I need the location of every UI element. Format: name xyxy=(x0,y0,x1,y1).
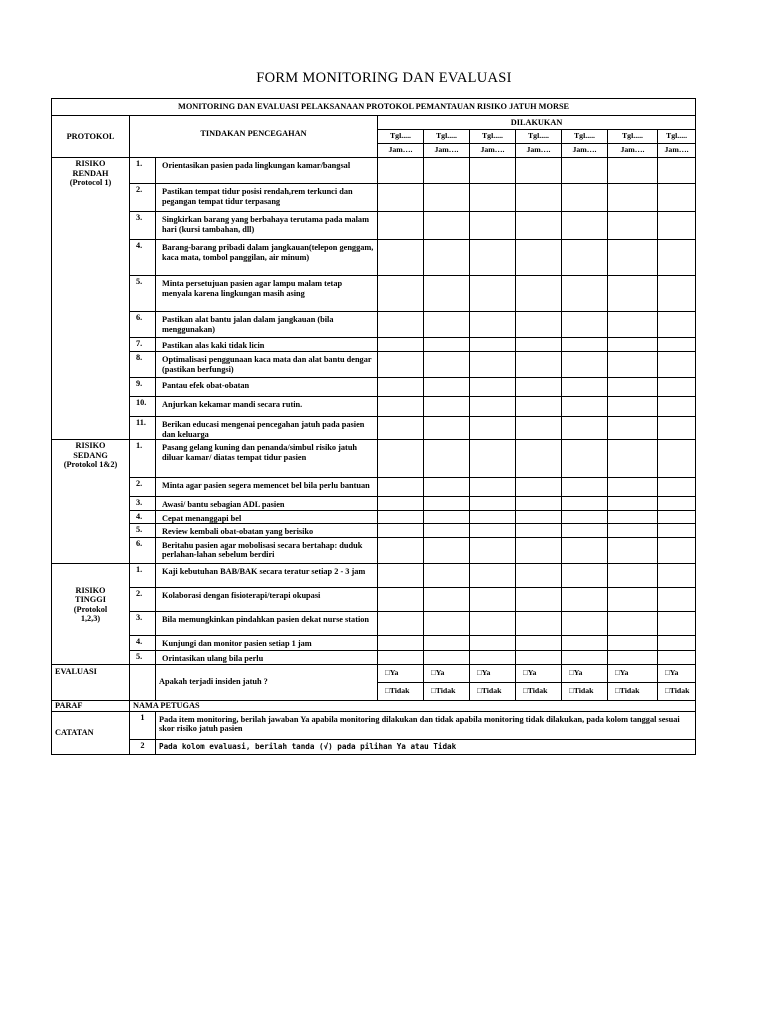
time-field[interactable]: Jam…. xyxy=(378,144,424,158)
check-cell[interactable] xyxy=(516,352,562,378)
check-cell[interactable] xyxy=(658,497,696,511)
check-cell[interactable] xyxy=(608,240,658,276)
check-cell[interactable] xyxy=(470,352,516,378)
check-cell[interactable] xyxy=(424,312,470,338)
check-cell[interactable] xyxy=(516,563,562,587)
check-cell[interactable] xyxy=(516,478,562,497)
check-cell[interactable] xyxy=(562,478,608,497)
item-number: 5. xyxy=(130,650,156,664)
table-row xyxy=(52,650,696,664)
check-cell[interactable] xyxy=(658,212,696,240)
option-tidak[interactable]: □Tidak xyxy=(378,682,424,700)
check-cell[interactable] xyxy=(378,184,424,212)
item-number: 2. xyxy=(130,184,156,212)
check-cell[interactable] xyxy=(608,635,658,650)
check-cell[interactable] xyxy=(608,587,658,611)
check-cell[interactable] xyxy=(658,563,696,587)
prevention-action: Pastikan alat bantu jalan dalam jangkauan (bila menggunakan) xyxy=(156,312,378,338)
prevention-action: Orintasikan ulang bila perlu xyxy=(156,650,378,664)
check-cell[interactable] xyxy=(470,158,516,184)
check-cell[interactable] xyxy=(470,563,516,587)
check-cell[interactable] xyxy=(424,440,470,478)
option-ya[interactable]: □Ya xyxy=(470,664,516,682)
check-cell[interactable] xyxy=(424,240,470,276)
check-cell[interactable] xyxy=(562,338,608,352)
prevention-action: Pastikan alas kaki tidak licin xyxy=(156,338,378,352)
option-ya[interactable]: □Ya xyxy=(424,664,470,682)
prevention-action: Pastikan tempat tidur posisi rendah,rem terkunci dan pegangan tempat tidur terpasang xyxy=(156,184,378,212)
catatan-label: CATATAN xyxy=(52,711,130,754)
paraf-row xyxy=(52,700,696,711)
check-cell[interactable] xyxy=(424,417,470,440)
item-number: 5. xyxy=(130,276,156,312)
check-cell[interactable] xyxy=(516,417,562,440)
time-field[interactable]: Jam…. xyxy=(562,144,608,158)
option-ya[interactable]: □Ya xyxy=(562,664,608,682)
check-cell[interactable] xyxy=(378,378,424,397)
check-cell[interactable] xyxy=(424,563,470,587)
check-cell[interactable] xyxy=(424,352,470,378)
check-cell[interactable] xyxy=(378,524,424,538)
check-cell[interactable] xyxy=(516,240,562,276)
prevention-action: Singkirkan barang yang berbahaya terutama pada malam hari (kursi tambahan, dll) xyxy=(156,212,378,240)
table-row xyxy=(52,417,696,440)
option-tidak[interactable]: □Tidak xyxy=(608,682,658,700)
item-number: 1. xyxy=(130,440,156,478)
check-cell[interactable] xyxy=(658,650,696,664)
check-cell[interactable] xyxy=(608,212,658,240)
check-cell[interactable] xyxy=(658,397,696,417)
check-cell[interactable] xyxy=(658,276,696,312)
item-number: 2. xyxy=(130,478,156,497)
prevention-action: Review kembali obat-obatan yang berisiko xyxy=(156,524,378,538)
header-tindakan: TINDAKAN PENCEGAHAN xyxy=(130,116,378,158)
check-cell[interactable] xyxy=(378,635,424,650)
table-row xyxy=(52,510,696,524)
check-cell[interactable] xyxy=(470,524,516,538)
check-cell[interactable] xyxy=(562,397,608,417)
check-cell[interactable] xyxy=(516,338,562,352)
table-row xyxy=(52,184,696,212)
prevention-action: Kunjungi dan monitor pasien setiap 1 jam xyxy=(156,635,378,650)
risk-level-label: RISIKO RENDAH (Protocol 1) xyxy=(52,158,130,440)
check-cell[interactable] xyxy=(470,497,516,511)
table-heading: MONITORING DAN EVALUASI PELAKSANAAN PROTOKOL PEMANTAUAN RISIKO JATUH MORSE xyxy=(52,99,696,116)
check-cell[interactable] xyxy=(378,497,424,511)
check-cell[interactable] xyxy=(562,184,608,212)
check-cell[interactable] xyxy=(516,378,562,397)
date-field[interactable]: Tgl..... xyxy=(516,130,562,144)
check-cell[interactable] xyxy=(424,510,470,524)
table-row xyxy=(52,397,696,417)
check-cell[interactable] xyxy=(562,635,608,650)
check-cell[interactable] xyxy=(608,397,658,417)
check-cell[interactable] xyxy=(470,240,516,276)
check-cell[interactable] xyxy=(378,352,424,378)
check-cell[interactable] xyxy=(562,417,608,440)
note-text: Pada kolom evaluasi, berilah tanda (√) pada pilihan Ya atau Tidak xyxy=(156,739,696,754)
check-cell[interactable] xyxy=(658,440,696,478)
date-field[interactable]: Tgl..... xyxy=(424,130,470,144)
table-row xyxy=(52,611,696,635)
item-number: 6. xyxy=(130,312,156,338)
paraf-label: PARAF xyxy=(52,700,130,711)
check-cell[interactable] xyxy=(378,611,424,635)
check-cell[interactable] xyxy=(608,524,658,538)
table-row xyxy=(52,212,696,240)
item-number: 7. xyxy=(130,338,156,352)
check-cell[interactable] xyxy=(378,276,424,312)
prevention-action: Pasang gelang kuning dan penanda/simbul risiko jatuh diluar kamar/ diatas tempat tidur pasien xyxy=(156,440,378,478)
check-cell[interactable] xyxy=(658,510,696,524)
check-cell[interactable] xyxy=(378,397,424,417)
check-cell[interactable] xyxy=(470,312,516,338)
date-field[interactable]: Tgl..... xyxy=(608,130,658,144)
check-cell[interactable] xyxy=(470,417,516,440)
check-cell[interactable] xyxy=(608,537,658,563)
note-row xyxy=(52,711,696,739)
check-cell[interactable] xyxy=(608,378,658,397)
check-cell[interactable] xyxy=(562,240,608,276)
paraf-value[interactable]: NAMA PETUGAS xyxy=(130,700,696,711)
prevention-action: Barang-barang pribadi dalam jangkauan(telepon genggam, kaca mata, tombol panggilan, air minum) xyxy=(156,240,378,276)
check-cell[interactable] xyxy=(424,524,470,538)
table-row xyxy=(52,524,696,538)
item-number: 4. xyxy=(130,510,156,524)
check-cell[interactable] xyxy=(562,497,608,511)
prevention-action: Pantau efek obat-obatan xyxy=(156,378,378,397)
check-cell[interactable] xyxy=(378,212,424,240)
header-protokol: PROTOKOL xyxy=(52,116,130,158)
table-row xyxy=(52,537,696,563)
check-cell[interactable] xyxy=(608,184,658,212)
check-cell[interactable] xyxy=(424,635,470,650)
item-number: 3. xyxy=(130,497,156,511)
item-number: 3. xyxy=(130,212,156,240)
check-cell[interactable] xyxy=(608,611,658,635)
check-cell[interactable] xyxy=(658,635,696,650)
check-cell[interactable] xyxy=(658,611,696,635)
item-number: 3. xyxy=(130,611,156,635)
check-cell[interactable] xyxy=(658,378,696,397)
check-cell[interactable] xyxy=(378,563,424,587)
check-cell[interactable] xyxy=(562,212,608,240)
date-field[interactable]: Tgl..... xyxy=(378,130,424,144)
check-cell[interactable] xyxy=(562,563,608,587)
check-cell[interactable] xyxy=(516,587,562,611)
check-cell[interactable] xyxy=(516,212,562,240)
check-cell[interactable] xyxy=(516,440,562,478)
check-cell[interactable] xyxy=(658,417,696,440)
check-cell[interactable] xyxy=(424,587,470,611)
check-cell[interactable] xyxy=(562,537,608,563)
item-number: 2. xyxy=(130,587,156,611)
check-cell[interactable] xyxy=(608,510,658,524)
check-cell[interactable] xyxy=(424,397,470,417)
check-cell[interactable] xyxy=(470,184,516,212)
check-cell[interactable] xyxy=(608,563,658,587)
check-cell[interactable] xyxy=(424,184,470,212)
check-cell[interactable] xyxy=(378,587,424,611)
time-field[interactable]: Jam…. xyxy=(608,144,658,158)
check-cell[interactable] xyxy=(608,440,658,478)
check-cell[interactable] xyxy=(516,611,562,635)
check-cell[interactable] xyxy=(608,338,658,352)
check-cell[interactable] xyxy=(470,212,516,240)
table-row xyxy=(52,158,696,184)
item-number: 1. xyxy=(130,158,156,184)
check-cell[interactable] xyxy=(424,212,470,240)
item-number: 8. xyxy=(130,352,156,378)
item-number: 9. xyxy=(130,378,156,397)
check-cell[interactable] xyxy=(658,478,696,497)
item-number: 1. xyxy=(130,563,156,587)
item-number: 4. xyxy=(130,240,156,276)
check-cell[interactable] xyxy=(516,184,562,212)
check-cell[interactable] xyxy=(470,510,516,524)
note-row xyxy=(52,739,696,754)
check-cell[interactable] xyxy=(608,650,658,664)
option-tidak[interactable]: □Tidak xyxy=(470,682,516,700)
option-tidak[interactable]: □Tidak xyxy=(424,682,470,700)
table-row xyxy=(52,276,696,312)
prevention-action: Awasi/ bantu sebagian ADL pasien xyxy=(156,497,378,511)
document-title: FORM MONITORING DAN EVALUASI xyxy=(256,70,512,86)
check-cell[interactable] xyxy=(516,650,562,664)
check-cell[interactable] xyxy=(378,510,424,524)
note-number: 2 xyxy=(130,739,156,754)
check-cell[interactable] xyxy=(424,276,470,312)
check-cell[interactable] xyxy=(608,352,658,378)
table-row xyxy=(52,563,696,587)
check-cell[interactable] xyxy=(608,478,658,497)
check-cell[interactable] xyxy=(516,397,562,417)
check-cell[interactable] xyxy=(470,611,516,635)
check-cell[interactable] xyxy=(516,537,562,563)
check-cell[interactable] xyxy=(470,440,516,478)
table-row xyxy=(52,587,696,611)
check-cell[interactable] xyxy=(470,397,516,417)
check-cell[interactable] xyxy=(424,378,470,397)
check-cell[interactable] xyxy=(470,338,516,352)
check-cell[interactable] xyxy=(516,510,562,524)
time-field[interactable]: Jam…. xyxy=(470,144,516,158)
check-cell[interactable] xyxy=(470,587,516,611)
prevention-action: Bila memungkinkan pindahkan pasien dekat nurse station xyxy=(156,611,378,635)
check-cell[interactable] xyxy=(562,158,608,184)
check-cell[interactable] xyxy=(378,338,424,352)
header-dilakukan: DILAKUKAN xyxy=(378,116,696,130)
table-row xyxy=(52,440,696,478)
risk-level-label: RISIKO TINGGI (Protokol 1,2,3) xyxy=(52,563,130,664)
item-number: 5. xyxy=(130,524,156,538)
table-row xyxy=(52,240,696,276)
note-text: Pada item monitoring, berilah jawaban Ya apabila monitoring dilakukan dan tidak apabila monitoring tidak dilakukan, pada kolom tanggal sesuai skor risiko jatuh pasien xyxy=(156,711,696,739)
prevention-action: Beritahu pasien agar mobolisasi secara bertahap: duduk perlahan-lahan sebelum berdiri xyxy=(156,537,378,563)
risk-level-label: RISIKO SEDANG (Protokol 1&2) xyxy=(52,440,130,564)
table-row xyxy=(52,312,696,338)
check-cell[interactable] xyxy=(470,537,516,563)
check-cell[interactable] xyxy=(424,497,470,511)
check-cell[interactable] xyxy=(424,611,470,635)
check-cell[interactable] xyxy=(658,524,696,538)
check-cell[interactable] xyxy=(378,440,424,478)
check-cell[interactable] xyxy=(658,312,696,338)
item-number: 11. xyxy=(130,417,156,440)
check-cell[interactable] xyxy=(378,158,424,184)
check-cell[interactable] xyxy=(562,440,608,478)
prevention-action: Minta persetujuan pasien agar lampu malam tetap menyala karena lingkungan masih asing xyxy=(156,276,378,312)
date-field[interactable]: Tgl..... xyxy=(470,130,516,144)
option-ya[interactable]: □Ya xyxy=(608,664,658,682)
option-tidak[interactable]: □Tidak xyxy=(562,682,608,700)
item-number: 4. xyxy=(130,635,156,650)
check-cell[interactable] xyxy=(378,478,424,497)
check-cell[interactable] xyxy=(562,312,608,338)
check-cell[interactable] xyxy=(516,524,562,538)
check-cell[interactable] xyxy=(424,537,470,563)
table-row xyxy=(52,352,696,378)
check-cell[interactable] xyxy=(562,378,608,397)
check-cell[interactable] xyxy=(608,158,658,184)
check-cell[interactable] xyxy=(608,312,658,338)
check-cell[interactable] xyxy=(470,478,516,497)
check-cell[interactable] xyxy=(562,276,608,312)
check-cell[interactable] xyxy=(516,312,562,338)
table-row xyxy=(52,497,696,511)
check-cell[interactable] xyxy=(658,240,696,276)
check-cell[interactable] xyxy=(470,276,516,312)
check-cell[interactable] xyxy=(516,158,562,184)
check-cell[interactable] xyxy=(424,338,470,352)
check-cell[interactable] xyxy=(658,587,696,611)
option-tidak[interactable]: □Tidak xyxy=(516,682,562,700)
time-field[interactable]: Jam…. xyxy=(424,144,470,158)
item-number: 6. xyxy=(130,537,156,563)
prevention-action: Optimalisasi penggunaan kaca mata dan alat bantu dengar (pastikan berfungsi) xyxy=(156,352,378,378)
check-cell[interactable] xyxy=(562,510,608,524)
check-cell[interactable] xyxy=(378,417,424,440)
option-ya[interactable]: □Ya xyxy=(378,664,424,682)
date-field[interactable]: Tgl..... xyxy=(562,130,608,144)
evaluation-question: Apakah terjadi insiden jatuh ? xyxy=(156,664,378,700)
prevention-action: Kaji kebutuhan BAB/BAK secara teratur setiap 2 - 3 jam xyxy=(156,563,378,587)
check-cell[interactable] xyxy=(562,524,608,538)
evaluation-row xyxy=(52,664,696,682)
check-cell[interactable] xyxy=(516,497,562,511)
table-row xyxy=(52,338,696,352)
check-cell[interactable] xyxy=(516,635,562,650)
check-cell[interactable] xyxy=(658,352,696,378)
note-number: 1 xyxy=(130,711,156,739)
check-cell[interactable] xyxy=(424,650,470,664)
check-cell[interactable] xyxy=(562,650,608,664)
check-cell[interactable] xyxy=(658,338,696,352)
prevention-action: Berikan educasi mengenai pencegahan jatuh pada pasien dan keluarga xyxy=(156,417,378,440)
check-cell[interactable] xyxy=(658,158,696,184)
check-cell[interactable] xyxy=(608,417,658,440)
check-cell[interactable] xyxy=(470,635,516,650)
table-row xyxy=(52,635,696,650)
check-cell[interactable] xyxy=(470,650,516,664)
check-cell[interactable] xyxy=(562,611,608,635)
check-cell[interactable] xyxy=(424,478,470,497)
check-cell[interactable] xyxy=(562,587,608,611)
check-cell[interactable] xyxy=(470,378,516,397)
option-tidak[interactable]: □Tidak xyxy=(658,682,696,700)
table-row xyxy=(52,478,696,497)
check-cell[interactable] xyxy=(378,240,424,276)
prevention-action: Orientasikan pasien pada lingkungan kamar/bangsal xyxy=(156,158,378,184)
evaluation-number xyxy=(130,664,156,700)
check-cell[interactable] xyxy=(378,537,424,563)
check-cell[interactable] xyxy=(378,312,424,338)
prevention-action: Cepat menanggapi bel xyxy=(156,510,378,524)
prevention-action: Kolaborasi dengan fisioterapi/terapi okupasi xyxy=(156,587,378,611)
date-field[interactable]: Tgl..... xyxy=(658,130,696,144)
time-field[interactable]: Jam…. xyxy=(658,144,696,158)
evaluation-label: EVALUASI xyxy=(52,664,130,700)
time-field[interactable]: Jam…. xyxy=(516,144,562,158)
check-cell[interactable] xyxy=(424,158,470,184)
item-number: 10. xyxy=(130,397,156,417)
check-cell[interactable] xyxy=(378,650,424,664)
table-row xyxy=(52,378,696,397)
prevention-action: Minta agar pasien segera memencet bel bila perlu bantuan xyxy=(156,478,378,497)
option-ya[interactable]: □Ya xyxy=(516,664,562,682)
prevention-action: Anjurkan kekamar mandi secara rutin. xyxy=(156,397,378,417)
option-ya[interactable]: □Ya xyxy=(658,664,696,682)
check-cell[interactable] xyxy=(516,276,562,312)
check-cell[interactable] xyxy=(658,184,696,212)
monitoring-form-table xyxy=(51,98,696,755)
check-cell[interactable] xyxy=(562,352,608,378)
check-cell[interactable] xyxy=(608,276,658,312)
check-cell[interactable] xyxy=(608,497,658,511)
check-cell[interactable] xyxy=(658,537,696,563)
